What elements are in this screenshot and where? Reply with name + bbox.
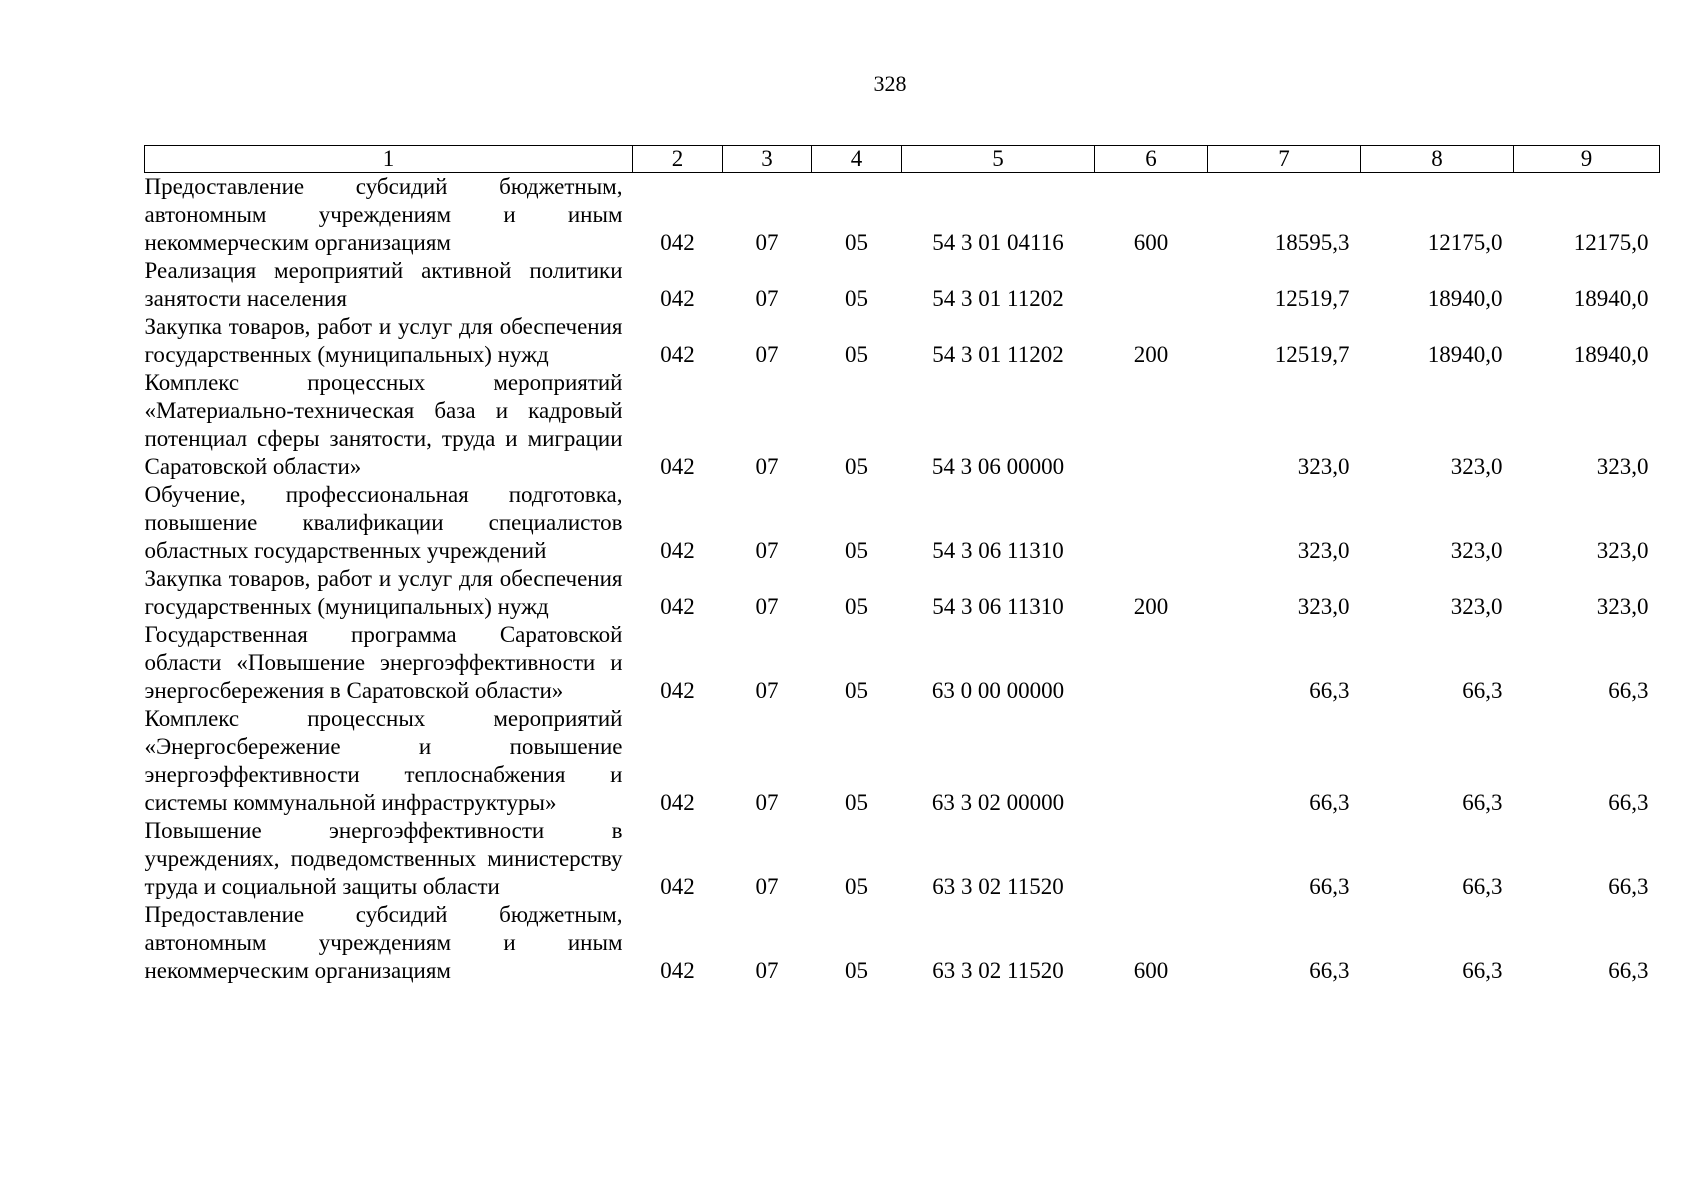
amount-col-7: 323,0 [1297, 594, 1350, 619]
expense-type-code [1095, 705, 1208, 817]
amount-col-8: 66,3 [1462, 790, 1503, 815]
amount-col-7: 66,3 [1309, 874, 1350, 899]
amount-col-7: 12519,7 [1274, 286, 1350, 311]
ministry-code: 042 [660, 454, 695, 479]
amount-col-7: 323,0 [1297, 538, 1350, 563]
amount-col-9: 66,3 [1608, 958, 1649, 983]
target-article-code: 54 3 06 00000 [931, 454, 1065, 479]
table-row [145, 621, 1660, 705]
amount-col-7: 66,3 [1309, 678, 1350, 703]
header-row [145, 146, 1660, 173]
section-code: 07 [755, 594, 779, 619]
ministry-code: 042 [660, 342, 695, 367]
row-name: Повышение энергоэффективности в учреждениях, подведомственных министерству труда и социальной защиты области [144, 818, 623, 899]
amount-col-8: 323,0 [1450, 594, 1503, 619]
section-code: 07 [755, 454, 779, 479]
page-number: 328 [873, 71, 907, 96]
expense-type-code: 600 [1133, 958, 1169, 983]
column-header-6: 6 [1095, 146, 1208, 173]
subsection-code: 05 [845, 454, 868, 479]
table-row [145, 257, 1660, 313]
section-code: 07 [755, 678, 779, 703]
section-code: 07 [755, 286, 779, 311]
amount-col-7: 18595,3 [1274, 230, 1350, 255]
table-row [145, 481, 1660, 565]
expense-type-code [1095, 369, 1208, 481]
table-row [145, 173, 1660, 258]
row-name: Предоставление субсидий бюджетным, автономным учреждениям и иным некоммерческим организациям [144, 174, 623, 255]
amount-col-7: 12519,7 [1274, 342, 1350, 367]
column-header-4: 4 [812, 146, 902, 173]
ministry-code: 042 [660, 790, 695, 815]
table-body [145, 173, 1660, 986]
ministry-code: 042 [660, 538, 695, 563]
amount-col-8: 66,3 [1462, 958, 1503, 983]
table-row [145, 369, 1660, 481]
budget-table [144, 145, 1660, 985]
target-article-code: 54 3 01 04116 [932, 230, 1064, 255]
subsection-code: 05 [845, 874, 868, 899]
column-header-3: 3 [723, 146, 812, 173]
amount-col-7: 66,3 [1309, 958, 1350, 983]
amount-col-9: 323,0 [1596, 454, 1649, 479]
table-row [145, 705, 1660, 817]
expense-type-code: 200 [1133, 342, 1169, 367]
amount-col-8: 323,0 [1450, 454, 1503, 479]
subsection-code: 05 [845, 538, 868, 563]
target-article-code: 63 3 02 00000 [931, 790, 1065, 815]
row-name: Комплекс процессных мероприятий «Материально-техническая база и кадровый потенциал сферы занятости, труда и миграции Саратовской области» [144, 370, 623, 479]
row-name: Комплекс процессных мероприятий «Энергосбережение и повышение энергоэффективности теплоснабжения и системы коммунальной инфраструктуры» [144, 706, 623, 815]
section-code: 07 [755, 538, 779, 563]
subsection-code: 05 [845, 958, 868, 983]
target-article-code: 54 3 01 11202 [932, 286, 1064, 311]
column-header-1: 1 [145, 146, 633, 173]
ministry-code: 042 [660, 286, 695, 311]
ministry-code: 042 [660, 594, 695, 619]
column-header-8: 8 [1361, 146, 1514, 173]
amount-col-9: 323,0 [1596, 538, 1649, 563]
column-header-5: 5 [902, 146, 1095, 173]
amount-col-9: 66,3 [1608, 874, 1649, 899]
table-row [145, 313, 1660, 369]
row-name: Обучение, профессиональная подготовка, повышение квалификации специалистов областных государственных учреждений [144, 482, 623, 563]
expense-type-code: 600 [1133, 230, 1169, 255]
ministry-code: 042 [660, 230, 695, 255]
row-name: Государственная программа Саратовской области «Повышение энергоэффективности и энергосбережения в Саратовской области» [144, 622, 623, 703]
subsection-code: 05 [845, 678, 868, 703]
section-code: 07 [755, 958, 779, 983]
ministry-code: 042 [660, 958, 695, 983]
subsection-code: 05 [845, 594, 868, 619]
table-row [145, 565, 1660, 621]
amount-col-9: 18940,0 [1573, 342, 1649, 367]
amount-col-8: 18940,0 [1427, 286, 1503, 311]
amount-col-9: 18940,0 [1573, 286, 1649, 311]
row-name: Закупка товаров, работ и услуг для обеспечения государственных (муниципальных) нужд [144, 314, 623, 367]
expense-type-code: 200 [1133, 594, 1169, 619]
subsection-code: 05 [845, 790, 868, 815]
row-name: Закупка товаров, работ и услуг для обеспечения государственных (муниципальных) нужд [144, 566, 623, 619]
column-header-2: 2 [633, 146, 723, 173]
target-article-code: 63 3 02 11520 [932, 958, 1064, 983]
ministry-code: 042 [660, 874, 695, 899]
expense-type-code [1095, 481, 1208, 565]
expense-type-code [1095, 621, 1208, 705]
amount-col-7: 66,3 [1309, 790, 1350, 815]
target-article-code: 54 3 06 11310 [932, 538, 1064, 563]
section-code: 07 [755, 874, 779, 899]
row-name: Реализация мероприятий активной политики занятости населения [144, 258, 623, 311]
column-header-9: 9 [1514, 146, 1660, 173]
target-article-code: 63 3 02 11520 [932, 874, 1064, 899]
amount-col-9: 12175,0 [1573, 230, 1649, 255]
table-header [145, 146, 1660, 173]
amount-col-8: 18940,0 [1427, 342, 1503, 367]
amount-col-8: 12175,0 [1427, 230, 1503, 255]
column-header-7: 7 [1208, 146, 1361, 173]
section-code: 07 [755, 790, 779, 815]
target-article-code: 54 3 06 11310 [932, 594, 1064, 619]
subsection-code: 05 [845, 230, 868, 255]
expense-type-code [1095, 817, 1208, 901]
section-code: 07 [755, 342, 779, 367]
amount-col-9: 66,3 [1608, 790, 1649, 815]
target-article-code: 63 0 00 00000 [931, 678, 1065, 703]
target-article-code: 54 3 01 11202 [932, 342, 1064, 367]
table-row [145, 817, 1660, 901]
amount-col-7: 323,0 [1297, 454, 1350, 479]
subsection-code: 05 [845, 286, 868, 311]
section-code: 07 [755, 230, 779, 255]
subsection-code: 05 [845, 342, 868, 367]
row-name: Предоставление субсидий бюджетным, автономным учреждениям и иным некоммерческим организациям [144, 902, 623, 983]
amount-col-8: 66,3 [1462, 874, 1503, 899]
amount-col-9: 323,0 [1596, 594, 1649, 619]
ministry-code: 042 [660, 678, 695, 703]
amount-col-9: 66,3 [1608, 678, 1649, 703]
table-row [145, 901, 1660, 985]
amount-col-8: 323,0 [1450, 538, 1503, 563]
expense-type-code [1095, 257, 1208, 313]
amount-col-8: 66,3 [1462, 678, 1503, 703]
